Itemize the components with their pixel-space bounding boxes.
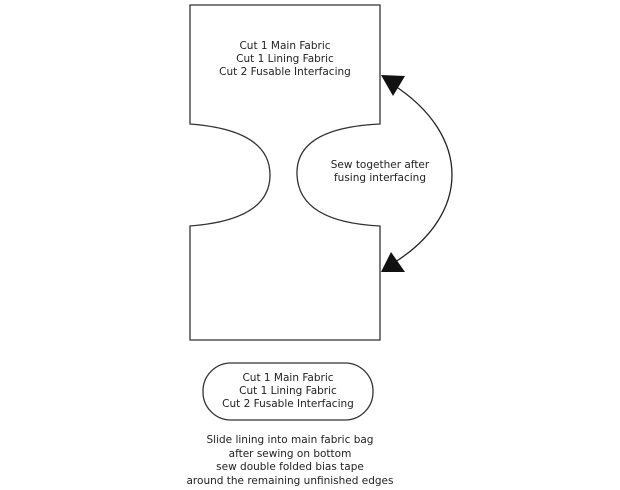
- bottom-piece-label: [203, 372, 373, 411]
- main-piece-line-1: Cut 1 Main Fabric: [239, 40, 331, 52]
- sew-note-line-1: Sew together after: [330, 159, 430, 171]
- sew-note-line-2: fusing interfacing: [333, 172, 426, 184]
- bottom-piece-line-1: Cut 1 Main Fabric: [242, 372, 334, 384]
- assembly-instructions: [140, 434, 440, 488]
- main-piece-line-3: Cut 2 Fusable Interfacing: [219, 66, 351, 78]
- instruction-line-3: sew double folded bias tape: [216, 461, 364, 473]
- bottom-piece-line-3: Cut 2 Fusable Interfacing: [222, 398, 354, 410]
- instruction-line-4: around the remaining unfinished edges: [186, 474, 394, 487]
- main-piece-line-2: Cut 1 Lining Fabric: [236, 53, 334, 65]
- sew-together-note: [310, 159, 450, 185]
- bottom-piece-line-2: Cut 1 Lining Fabric: [239, 385, 337, 397]
- instruction-line-2: after sewing on bottom: [228, 447, 352, 460]
- instruction-line-1: Slide lining into main fabric bag: [206, 434, 374, 446]
- main-piece-label: [190, 40, 380, 79]
- arrowhead-bottom-icon: [381, 252, 405, 272]
- arrowhead-top-icon: [381, 75, 405, 96]
